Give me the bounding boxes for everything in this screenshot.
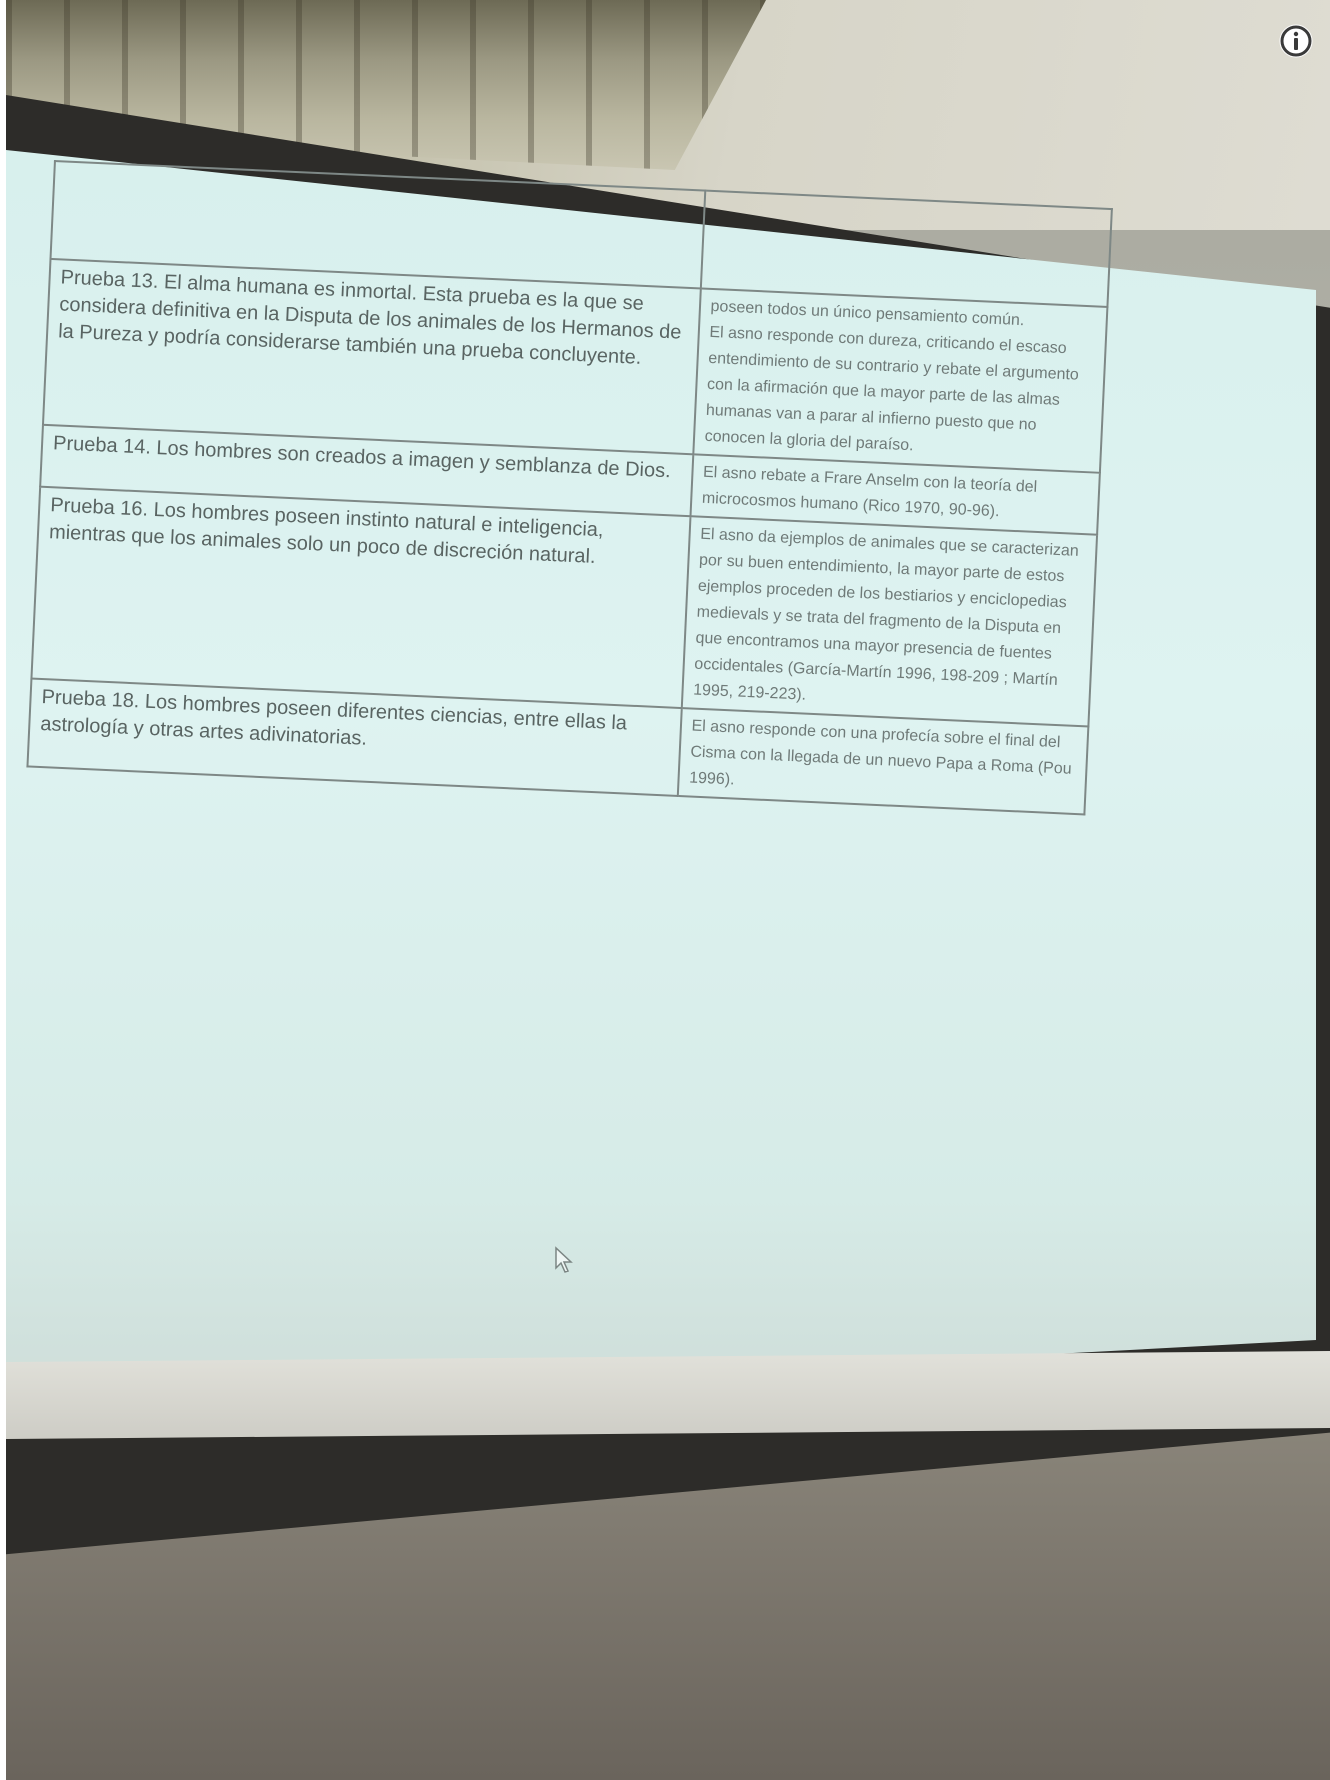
table-cell	[693, 288, 1108, 472]
table-cell	[700, 191, 1111, 307]
table-cell: Prueba 13. El alma humana es inmortal. Esta prueba es la que se considera definitiva en la Disputa de los animales de los Hermanos de la Pureza y podría considerarse también una prueba concluyente.	[43, 259, 700, 454]
table-cell: El asno rebate a Frare Anselm con la teoría del microcosmos humano (Rico 1970, 90-96).	[690, 454, 1100, 534]
info-icon[interactable]	[1277, 22, 1315, 60]
photo	[6, 0, 1330, 1780]
table-cell: Prueba 14. Los hombres son creados a imagen y semblanza de Dios.	[40, 425, 693, 516]
table-cell: Prueba 16. Los hombres poseen instinto natural e inteligencia, mientras que los animales solo un poco de discreción natural.	[31, 487, 690, 708]
table-cell: Prueba 18. Los hombres poseen diferentes ciencias, entre ellas la astrología y otras artes adivinatorias.	[27, 679, 681, 796]
comparison-table	[26, 160, 1112, 815]
mouse-pointer-icon	[554, 1246, 576, 1274]
table-cell: El asno responde con una profecía sobre el final del Cisma con la llegada de un nuevo Papa a Roma (Pou 1996).	[677, 708, 1088, 814]
table-cell: El asno da ejemplos de animales que se caracterizan por su buen entendimiento, la mayor parte de estos ejemplos proceden de los bestiarios y enciclopedias medievals y se trata del fragmento de la Disputa en que encontramos una mayor presencia de fuentes occidentales (García-Martín 1996, 198-209 ; Martín 1995, 219-223).	[681, 516, 1097, 726]
slide-content	[26, 160, 1132, 816]
cell-text: El asno responde con dureza, criticando el escaso entendimiento de su contrario y rebate el argumento con la afirmación que la mayor parte de las almas humanas van a parar al infierno puesto que no conocen la gloria del paraíso.	[704, 323, 1080, 455]
cell-continuation: poseen todos un único pensamiento común.	[710, 297, 1025, 330]
